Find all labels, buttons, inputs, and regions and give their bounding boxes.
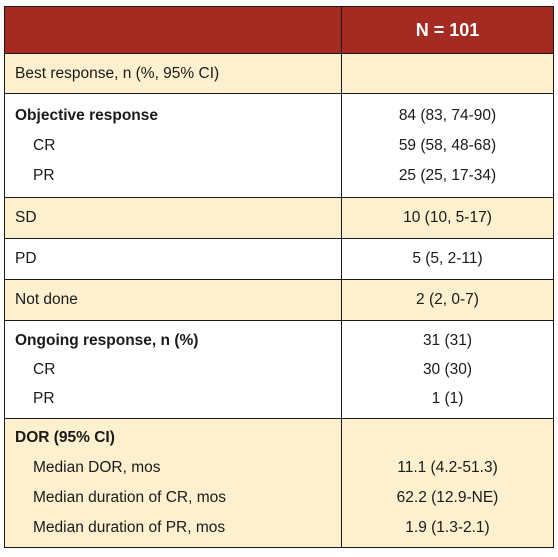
objective-cr-value: 59 (58, 48-68) bbox=[398, 136, 497, 154]
not-done-label: Not done bbox=[5, 280, 342, 320]
ongoing-pr-label: PR bbox=[33, 389, 55, 407]
ongoing-response-value: 31 (31) bbox=[422, 331, 473, 349]
pd-label: PD bbox=[5, 239, 342, 279]
sd-value: 10 (10, 5-17) bbox=[403, 209, 492, 227]
ongoing-response-labels bbox=[5, 321, 342, 418]
objective-cr-label: CR bbox=[33, 136, 56, 154]
best-response-label: Best response, n (%, 95% CI) bbox=[5, 54, 342, 93]
median-cr-duration-label: Median duration of CR, mos bbox=[33, 489, 226, 507]
header-left-cell bbox=[5, 7, 342, 53]
objective-pr-value: 25 (25, 17-34) bbox=[398, 166, 497, 184]
median-pr-duration-value: 1.9 (1.3-2.1) bbox=[405, 519, 490, 537]
dor-labels bbox=[5, 419, 342, 547]
sd-label: SD bbox=[5, 198, 342, 238]
median-pr-duration-label: Median duration of PR, mos bbox=[33, 519, 226, 537]
ongoing-response-values bbox=[342, 321, 553, 418]
not-done-value: 2 (2, 0-7) bbox=[416, 291, 479, 309]
table-header-row bbox=[5, 7, 553, 54]
table-row-dor bbox=[5, 419, 553, 547]
ongoing-cr-value: 30 (30) bbox=[422, 360, 473, 378]
median-dor-value: 11.1 (4.2-51.3) bbox=[397, 459, 498, 477]
dor-label: DOR (95% CI) bbox=[15, 429, 115, 447]
median-dor-label: Median DOR, mos bbox=[33, 459, 161, 477]
objective-response-values bbox=[342, 94, 553, 197]
table-row-best-response bbox=[5, 54, 553, 94]
pd-value: 5 (5, 2-11) bbox=[412, 250, 483, 268]
table-row-sd bbox=[5, 198, 553, 239]
ongoing-response-label: Ongoing response, n (%) bbox=[15, 331, 199, 349]
dor-value bbox=[342, 423, 553, 453]
median-cr-duration-value: 62.2 (12.9-NE) bbox=[396, 489, 499, 507]
table-row-ongoing-response bbox=[5, 321, 553, 419]
objective-response-value: 84 (83, 74-90) bbox=[398, 106, 497, 124]
table-row-objective-response bbox=[5, 94, 553, 198]
table-row-pd bbox=[5, 239, 553, 280]
ongoing-pr-value: 1 (1) bbox=[431, 389, 464, 407]
dor-values bbox=[342, 419, 553, 547]
best-response-value bbox=[342, 54, 553, 93]
header-n-cell: N = 101 bbox=[415, 19, 480, 40]
ongoing-cr-label: CR bbox=[33, 360, 56, 378]
response-table bbox=[4, 6, 554, 548]
objective-pr-label: PR bbox=[33, 166, 55, 184]
objective-response-labels bbox=[5, 94, 342, 197]
objective-response-label: Objective response bbox=[15, 106, 159, 124]
table-row-not-done bbox=[5, 280, 553, 321]
